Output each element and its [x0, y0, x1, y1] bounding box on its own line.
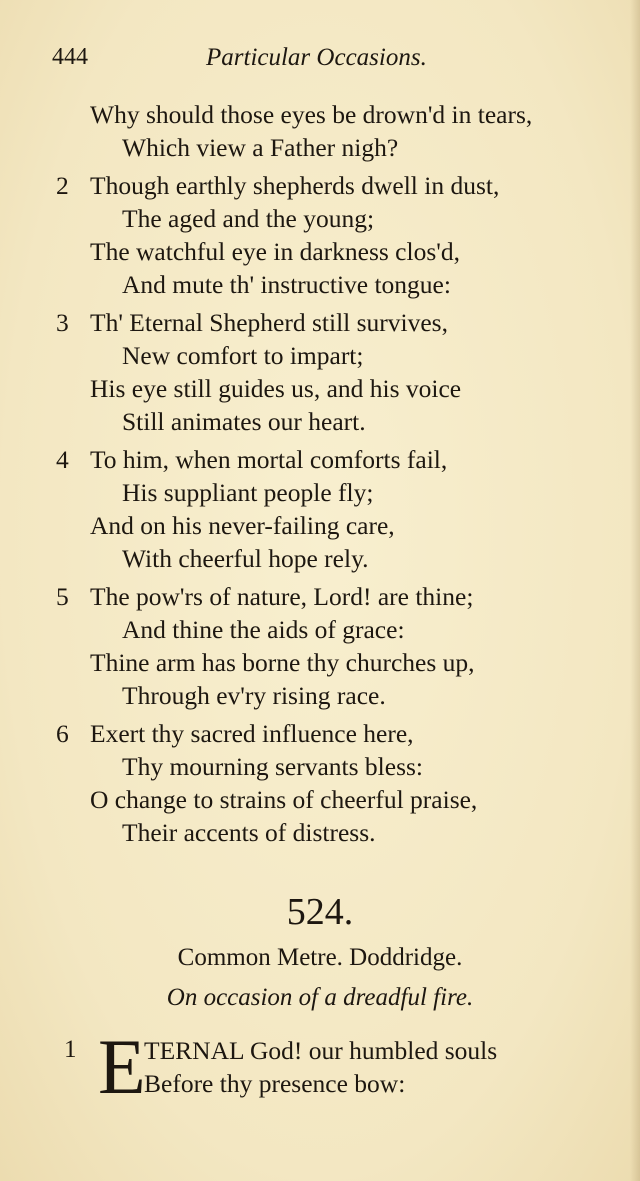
- stanza-number: 6: [56, 719, 69, 748]
- verse-text: To him, when mortal comforts fail,: [90, 445, 448, 474]
- verse-line: [52, 169, 632, 202]
- page-header: [52, 44, 482, 80]
- stanza-continuation: [52, 98, 632, 164]
- verse-line: Thine arm has borne thy churches up,: [90, 648, 475, 677]
- stanza-4: [52, 443, 632, 575]
- verse-line: And mute th' instructive tongue:: [122, 270, 451, 299]
- verse-line: O change to strains of cheerful praise,: [90, 785, 478, 814]
- drop-cap: E: [98, 1023, 146, 1110]
- verse-line: Their accents of distress.: [122, 818, 376, 847]
- verse-line: The aged and the young;: [122, 204, 375, 233]
- page-number: 444: [52, 44, 88, 70]
- metre-and-author: Common Metre. Doddridge.: [177, 944, 463, 971]
- stanza-number: 2: [56, 171, 69, 200]
- verse-line: Still animates our heart.: [122, 407, 366, 436]
- verse-line: New comfort to impart;: [122, 341, 364, 370]
- verse-text: Though earthly shepherds dwell in dust,: [90, 171, 500, 200]
- running-title: Particular Occasions.: [206, 44, 427, 71]
- verse-line: His eye still guides us, and his voice: [90, 374, 462, 403]
- hymn-523-continued: [52, 98, 632, 854]
- verse-line: His suppliant people fly;: [122, 478, 374, 507]
- verse-line: Before thy presence bow:: [144, 1069, 406, 1098]
- verse-text: The pow'rs of nature, Lord! are thine;: [90, 582, 474, 611]
- verse-line: With cheerful hope rely.: [122, 544, 369, 573]
- stanza-5: [52, 580, 632, 712]
- verse-text: Th' Eternal Shepherd still survives,: [90, 308, 448, 337]
- stanza-number: 4: [56, 445, 69, 474]
- verse-line: [52, 580, 632, 613]
- verse-line: TERNAL God! our humbled souls: [144, 1036, 498, 1065]
- verse-line: [52, 443, 632, 476]
- stanza-6: [52, 717, 632, 849]
- verse-line: Why should those eyes be drown'd in tears,: [90, 100, 533, 129]
- verse-line: And on his never-failing care,: [90, 511, 395, 540]
- stanza-number: 3: [56, 308, 69, 337]
- verse-line: Through ev'ry rising race.: [122, 681, 386, 710]
- stanza-3: [52, 306, 632, 438]
- hymn-number: 524.: [286, 891, 354, 933]
- verse-line: And thine the aids of grace:: [122, 615, 405, 644]
- verse-text: Exert thy sacred influence here,: [90, 719, 414, 748]
- verse-line: Which view a Father nigh?: [122, 133, 399, 162]
- stanza-2: [52, 169, 632, 301]
- stanza-number: 5: [56, 582, 69, 611]
- hymn-occasion: On occasion of a dreadful fire.: [166, 984, 474, 1011]
- stanza-number: 1: [64, 1036, 77, 1063]
- verse-line: [52, 717, 632, 750]
- verse-line: The watchful eye in darkness clos'd,: [90, 237, 460, 266]
- verse-line: [52, 306, 632, 339]
- verse-line: Thy mourning servants bless:: [122, 752, 424, 781]
